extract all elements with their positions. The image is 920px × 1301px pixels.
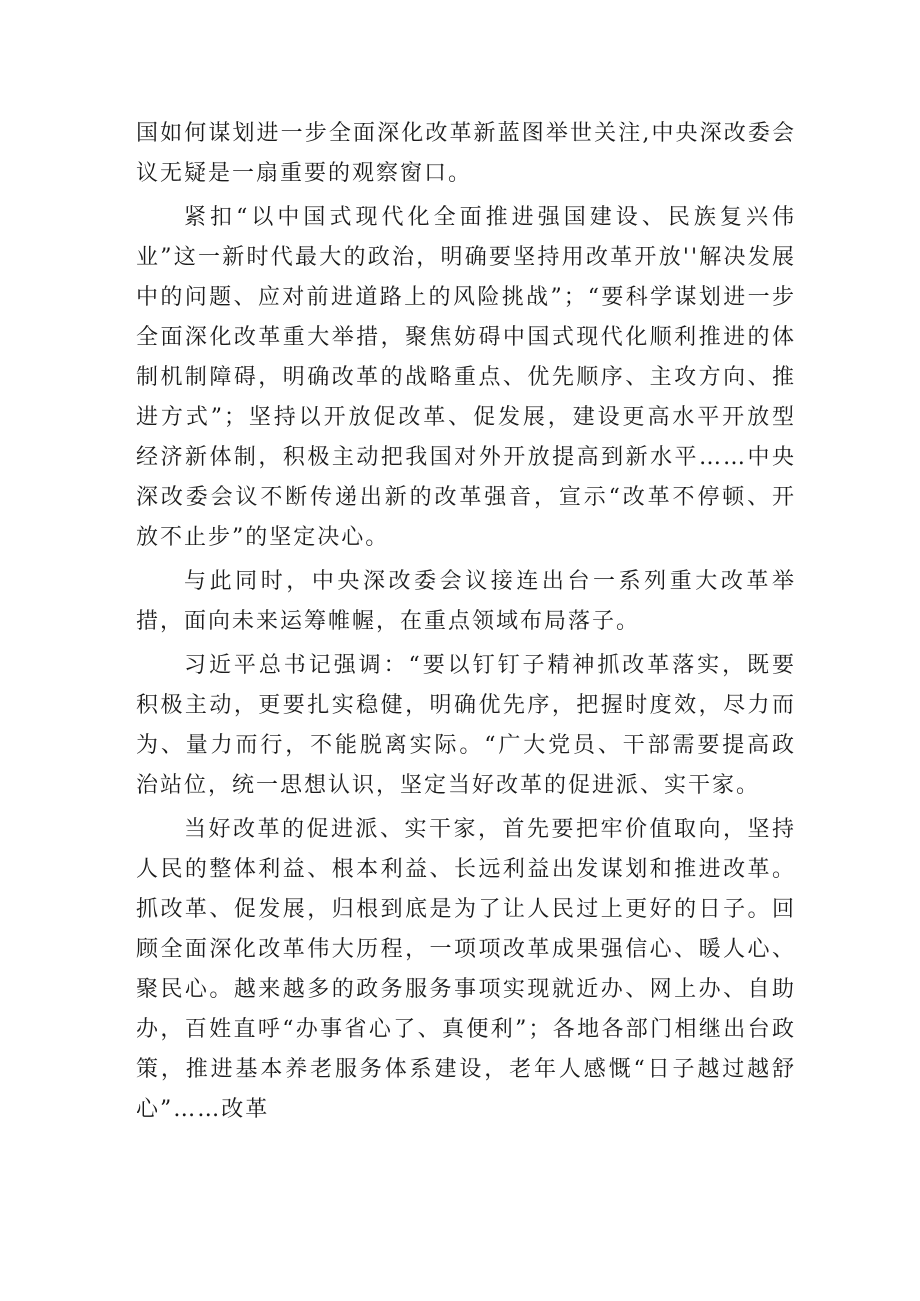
paragraph-reform-voice: 紧扣“以中国式现代化全面推进强国建设、民族复兴伟业”这一新时代最大的政治，明确要坚持用改革开放''解决发展中的问题、应对前进道路上的风险挑战”；“要科学谋划进一步全面深化改革重大举措，聚焦妨碍中国式现代化顺利推进的体制机制障碍，明确改革的战略重点、优先顺序、主攻方向、推进方式”；坚持以开放促改革、促发展，建设更高水平开放型经济新体制，积极主动把我国对外开放提高到新水平……中央深改委会议不断传递出新的改革强音，宣示“改革不停顿、开放不止步”的坚定决心。: [136, 205, 796, 550]
document-body: [136, 114, 796, 1130]
paragraph-people-centered: 当好改革的促进派、实干家，首先要把牢价值取向，坚持人民的整体利益、根本利益、长远利益出发谋划和推进改革。抓改革、促发展，归根到底是为了让人民过上更好的日子。回顾全面深化改革伟大历程，一项项改革成果强信心、暖人心、聚民心。越来越多的政务服务事项实现就近办、网上办、自助办，百姓直呼“办事省心了、真便利”；各地各部门相继出台政策，推进基本养老服务体系建设，老年人感慨“日子越过越舒心”……改革: [136, 817, 796, 1122]
paragraph-xi-emphasis: 习近平总书记强调：“要以钉钉子精神抓改革落实，既要积极主动，更要扎实稳健，明确优先序，把握时度效，尽力而为、量力而行，不能脱离实际。“广大党员、干部需要提高政治站位，统一思想认识，坚定当好改革的促进派、实干家。: [136, 653, 796, 798]
paragraph-reform-measures: 与此同时，中央深改委会议接连出台一系列重大改革举措，面向未来运筹帷幄，在重点领域布局落子。: [136, 569, 796, 634]
paragraph-continuation: 国如何谋划进一步全面深化改革新蓝图举世关注,中央深改委会议无疑是一扇重要的观察窗口。: [136, 121, 796, 186]
